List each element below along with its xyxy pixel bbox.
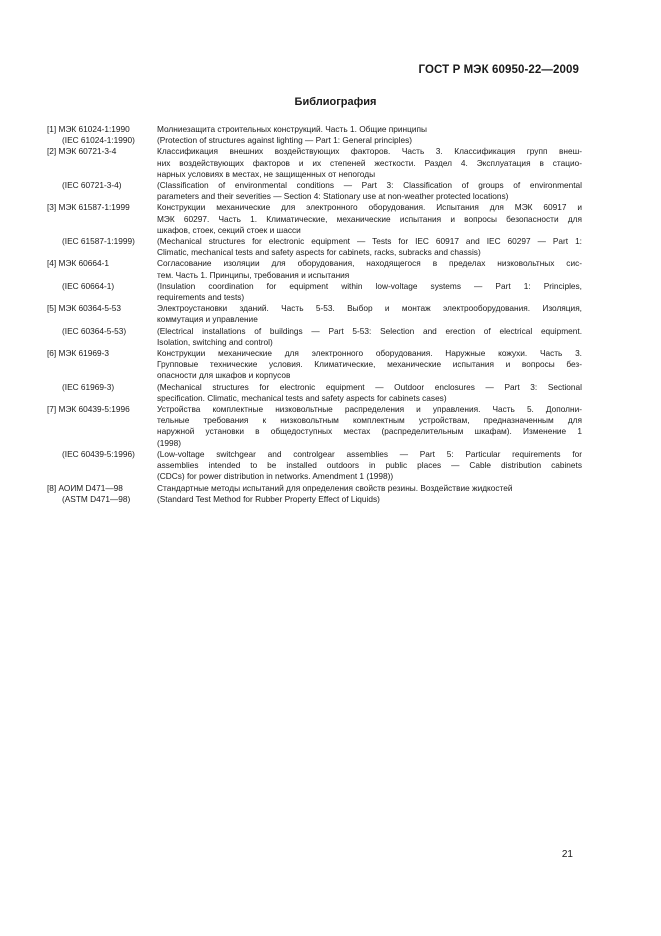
- entry-description-line: коммутация и управление: [157, 314, 258, 325]
- entry-description-line: specification. Climatic, mechanical tests and safety aspects for cabinets cases): [157, 392, 447, 403]
- entry-description-line: МЭК 60297. Часть 1. Климатические, механические испытания и вопросы безопасности для: [157, 213, 582, 224]
- entry-description: [157, 303, 582, 325]
- entry-description-line: шкафов, стоек, секций стоек и шасси: [157, 224, 301, 235]
- entry-reference-original: (IEC 61969-3): [62, 381, 115, 392]
- bibliography-entry: [47, 135, 582, 146]
- entry-description-line: requirements and tests): [157, 292, 245, 303]
- entry-description: [157, 258, 582, 280]
- entry-reference: [3] МЭК 61587-1:1999: [47, 202, 130, 213]
- bibliography-list: [47, 124, 582, 505]
- entry-description-line: (Mechanical structures for electronic equipment — Tests for IEC 60917 and IEC 60297 — Part 1:: [157, 236, 582, 247]
- entry-description-line: assemblies intended to be installed outdoors in public places — Cable distribution cabinets: [157, 460, 582, 471]
- bibliography-entry: [47, 348, 582, 382]
- entry-description: [157, 404, 582, 449]
- entry-reference-original: (IEC 60439-5:1996): [62, 448, 135, 459]
- bibliography-entry: [47, 180, 582, 202]
- entry-description-line: (Protection of structures against lighting — Part 1: General principles): [157, 135, 413, 146]
- entry-description-line: parameters and their severities — Section 4: Stationary use at non-weather protected locations): [157, 191, 509, 202]
- entry-description-line: (Classification of environmental conditions — Part 3: Classification of groups of environmental: [157, 180, 582, 191]
- entry-description-line: Электроустановки зданий. Часть 5-53. Выбор и монтаж электрооборудования. Изоляция,: [157, 303, 582, 314]
- bibliography-entry: [47, 483, 582, 494]
- entry-description: [157, 449, 582, 483]
- bibliography-entry: [47, 281, 582, 303]
- entry-reference: [7] МЭК 60439-5:1996: [47, 404, 130, 415]
- entry-description: [157, 236, 582, 258]
- entry-reference: [6] МЭК 61969-3: [47, 348, 109, 359]
- bibliography-entry: [47, 146, 582, 180]
- entry-description-line: (Mechanical structures for electronic equipment — Outdoor enclosures — Part 3: Sectional: [157, 381, 582, 392]
- bibliography-entry: [47, 303, 582, 325]
- entry-reference: [4] МЭК 60664-1: [47, 258, 109, 269]
- entry-reference: [2] МЭК 60721-3-4: [47, 146, 117, 157]
- entry-description-line: Конструкции механические для электронного оборудования. Испытания для МЭК 60917 и: [157, 202, 582, 213]
- entry-reference: [8] АОИМ D471—98: [47, 482, 123, 493]
- entry-description-line: опасности для шкафов и корпусов: [157, 370, 291, 381]
- bibliography-entry: [47, 236, 582, 258]
- entry-description: [157, 483, 582, 494]
- entry-reference: [1] МЭК 61024-1:1990: [47, 124, 130, 134]
- entry-description-line: Isolation, switching and control): [157, 336, 273, 347]
- entry-description-line: (Electrical installations of buildings — Part 5-53: Selection and erection of electrical equipment.: [157, 325, 582, 336]
- bibliography-entry: [47, 124, 582, 135]
- entry-description: [157, 281, 582, 303]
- entry-reference-original: (IEC 60721-3-4): [62, 180, 122, 191]
- entry-description-line: (Insulation coordination for equipment within low-voltage systems — Part 1: Principles,: [157, 280, 582, 291]
- bibliography-entry: [47, 258, 582, 280]
- entry-description-line: Стандартные методы испытаний для определения свойств резины. Воздействие жидкостей: [157, 482, 513, 493]
- bibliography-entry: [47, 404, 582, 449]
- entry-description: [157, 146, 582, 180]
- entry-reference: [5] МЭК 60364-5-53: [47, 303, 121, 314]
- entry-description: [157, 135, 582, 146]
- page-number: 21: [561, 849, 573, 860]
- entry-description-line: Молниезащита строительных конструкций. Часть 1. Общие принципы: [157, 124, 427, 134]
- entry-description-line: Устройства комплектные низковольтные распределения и управления. Часть 5. Дополни-: [157, 404, 582, 415]
- entry-description: [157, 494, 582, 505]
- entry-reference-original: (IEC 61587-1:1999): [62, 236, 135, 247]
- entry-description-line: (Low-voltage switchgear and controlgear assemblies — Part 5: Particular requirements for: [157, 448, 582, 459]
- entry-description-line: Групповые технические условия. Климатические, механические испытания и вопросы без-: [157, 359, 582, 370]
- entry-description-line: Согласование изоляции для оборудования, находящегося в пределах низковольтных сис-: [157, 258, 582, 269]
- entry-description-line: тельные требования к низковольтным комплектным устройствам, предназначенным для: [157, 415, 582, 426]
- entry-description-line: (1998): [157, 437, 181, 448]
- entry-description: [157, 326, 582, 348]
- entry-reference-original: (IEC 61024-1:1990): [62, 135, 135, 146]
- entry-description: [157, 124, 582, 135]
- entry-description-line: (Standard Test Method for Rubber Property Effect of Liquids): [157, 493, 380, 504]
- entry-description: [157, 202, 582, 236]
- page-title: Библиография: [294, 96, 377, 108]
- entry-description-line: Классификация внешних воздействующих факторов. Часть 3. Классификация групп внеш-: [157, 146, 582, 157]
- bibliography-entry: [47, 382, 582, 404]
- entry-description-line: (CDCs) for power distribution in networks. Amendment 1 (1998)): [157, 471, 394, 482]
- entry-description-line: наружной установки в общедоступных местах (распределительным шкафам). Изменение 1: [157, 426, 582, 437]
- bibliography-entry: [47, 449, 582, 483]
- entry-description-line: Climatic, mechanical tests and safety aspects for cabinets, racks, subracks and chassis): [157, 247, 481, 258]
- entry-description-line: нарных условиях в местах, не защищенных от непогоды: [157, 168, 376, 179]
- document-header: ГОСТ Р МЭК 60950-22—2009: [418, 64, 579, 76]
- entry-description-line: них воздействующих факторов и их степеней жесткости. Раздел 4. Эксплуатация в стацио-: [157, 157, 582, 168]
- bibliography-entry: [47, 326, 582, 348]
- entry-description: [157, 180, 582, 202]
- entry-description: [157, 348, 582, 382]
- entry-reference-original: (IEC 60364-5-53): [62, 325, 127, 336]
- entry-description-line: тем. Часть 1. Принципы, требования и испытания: [157, 269, 350, 280]
- entry-description-line: Конструкции механические для электронного оборудования. Наружные кожухи. Часть 3.: [157, 348, 582, 359]
- entry-description: [157, 382, 582, 404]
- entry-reference-original: (ASTM D471—98): [62, 493, 131, 504]
- bibliography-entry: [47, 494, 582, 505]
- entry-reference-original: (IEC 60664-1): [62, 280, 115, 291]
- bibliography-entry: [47, 202, 582, 236]
